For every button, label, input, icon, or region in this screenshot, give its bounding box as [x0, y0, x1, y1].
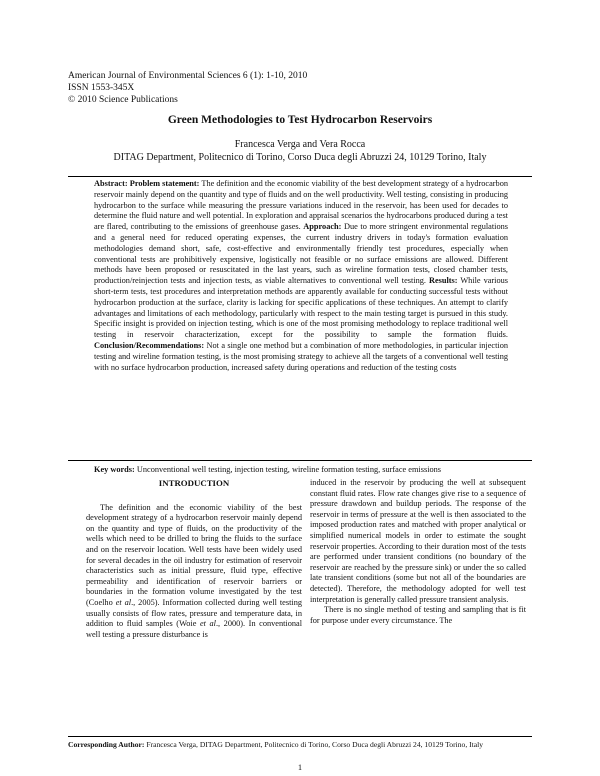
journal-copyright: © 2010 Science Publications: [68, 95, 178, 105]
results-label: Results:: [428, 276, 458, 286]
keywords-text: Unconventional well testing, injection testing, wireline formation testing, surface emissions: [136, 465, 442, 474]
author-block: [0, 138, 600, 164]
author-affiliation: DITAG Department, Politecnico di Torino, Corso Duca degli Abruzzi 24, 10129 Torino, Italy: [113, 152, 487, 163]
keywords-label: Key words:: [94, 465, 135, 474]
introduction-heading: INTRODUCTION: [158, 478, 230, 488]
journal-header: [68, 70, 307, 106]
corresponding-author: [68, 740, 532, 750]
abstract: [94, 179, 508, 373]
journal-issn: ISSN 1553-345X: [68, 83, 135, 93]
problem-statement-text: The definition and the economic viability of the best development strategy of a hydrocarbon reservoir mainly depend on the quantity and type of fluids and on the well productivity. Well testing, consisting in producing hydrocarbon to the surface while measuring the pressure variations induced in the reservoir, has been used for decades to determine the fluid nature and well potential. In exploration and appraisal scenarios the hydrocarbons produced during a test are flared, contributing to the emissions of greenhouse gases.: [94, 179, 508, 232]
intro-paragraph-2: There is no single method of testing and sampling that is fit for purpose under every circumstance. The: [310, 605, 526, 625]
approach-label: Approach:: [303, 222, 342, 232]
intro-paragraph-1-continued: induced in the reservoir by producing the well at subsequent constant fluid rates. Flow rate changes give rise to a sequence of pressure drawdown and buildup periods. The response of the reservoir in terms of pressure at the well is then associated to the imposed production rates and matched with proper analytical or simplified numerical models in order to estimate the sought reservoir properties. According to their duration most of the tests are performed under transient conditions (no boundary of the reservoir are reached by the pressure sink) or under the so called late transient conditions (some but not all of the boundaries are detected). Therefore, the methodology adopted for well test interpretation is generally called pressure transient analysis.: [310, 478, 526, 604]
right-column: [310, 478, 526, 626]
page-number: 1: [297, 762, 303, 772]
paper-title: Green Methodologies to Test Hydrocarbon Reservoirs: [167, 114, 433, 126]
abstract-top-rule: [68, 176, 532, 177]
author-names: Francesca Verga and Vera Rocca: [234, 139, 366, 150]
corresponding-author-text: Francesca Verga, DITAG Department, Politecnico di Torino, Corso Duca degli Abruzzi 24, 10129 Torino, Italy: [146, 740, 484, 749]
abstract-bottom-rule: [68, 460, 532, 461]
abstract-label: Abstract:: [94, 179, 128, 188]
problem-statement-label: Problem statement:: [129, 179, 200, 188]
keywords: [94, 465, 508, 476]
approach-text: Due to more stringent environmental regulations and a general need for reduced operating expenses, the current industry drivers in today's formation evaluation methodologies demand short, safe, cost-effective and environmentally friendly test procedures, especially when conventional tests are prohibitively expensive, logistically not feasible or no surface emissions are allowed. Different methods have been proposed or resuscitated in the last years, such as wireline formation tests, closed chamber tests, production/reinjection tests and injection tests, as viable alternatives to conventional well testing.: [94, 222, 508, 286]
journal-citation: American Journal of Environmental Sciences 6 (1): 1-10, 2010: [68, 71, 308, 81]
intro-paragraph-1: The definition and the economic viability of the best development strategy of a hydrocarbon reservoir mainly depend on the quantity and type of fluids, on the productivity of the wells which need to be drilled to bring the fluids to the surface and on the reservoir location. Well tests have been widely used for several decades in the oil industry for estimation of reservoir characteristics such as initial pressure, fluid type, effective permeability and identification of reservoir barriers or boundaries in the formation volume investigated by the test (Coelho et al., 2005). Information collected during well testing usually consists of flow rates, pressure and temperature data, in addition to fluid samples (Woie et al., 2000). In conventional well testing a pressure disturbance is: [86, 502, 303, 639]
conclusion-label: Conclusion/Recommendations:: [94, 340, 205, 350]
results-text: While various short-term tests, test procedures and interpretation methods are apparently available for conducting successful tests without hydrocarbon production at the surface, clarity is lacking for specific applications of these techniques. An attempt to clarify advantages and limitations of each methodology, particularly with respect to the main testing target is pursued in this study. Specific insight is provided on injection testing, which is one of the most promising methodology to replace traditional well testing in reservoir characterization, except for the possibility to sample the formation fluids.: [94, 276, 508, 340]
corresponding-author-label: Corresponding Author:: [68, 740, 145, 749]
left-column: [86, 478, 302, 640]
conclusion-text: Not a single one method but a combination of more methodologies, in particular injection testing and wireline formation testing, is the most promising strategy to achieve all the targets of a conventional well testing with no surface hydrocarbon production, increased safety during operations and reduction of the testing costs: [94, 340, 508, 372]
footer-rule: [68, 736, 532, 737]
